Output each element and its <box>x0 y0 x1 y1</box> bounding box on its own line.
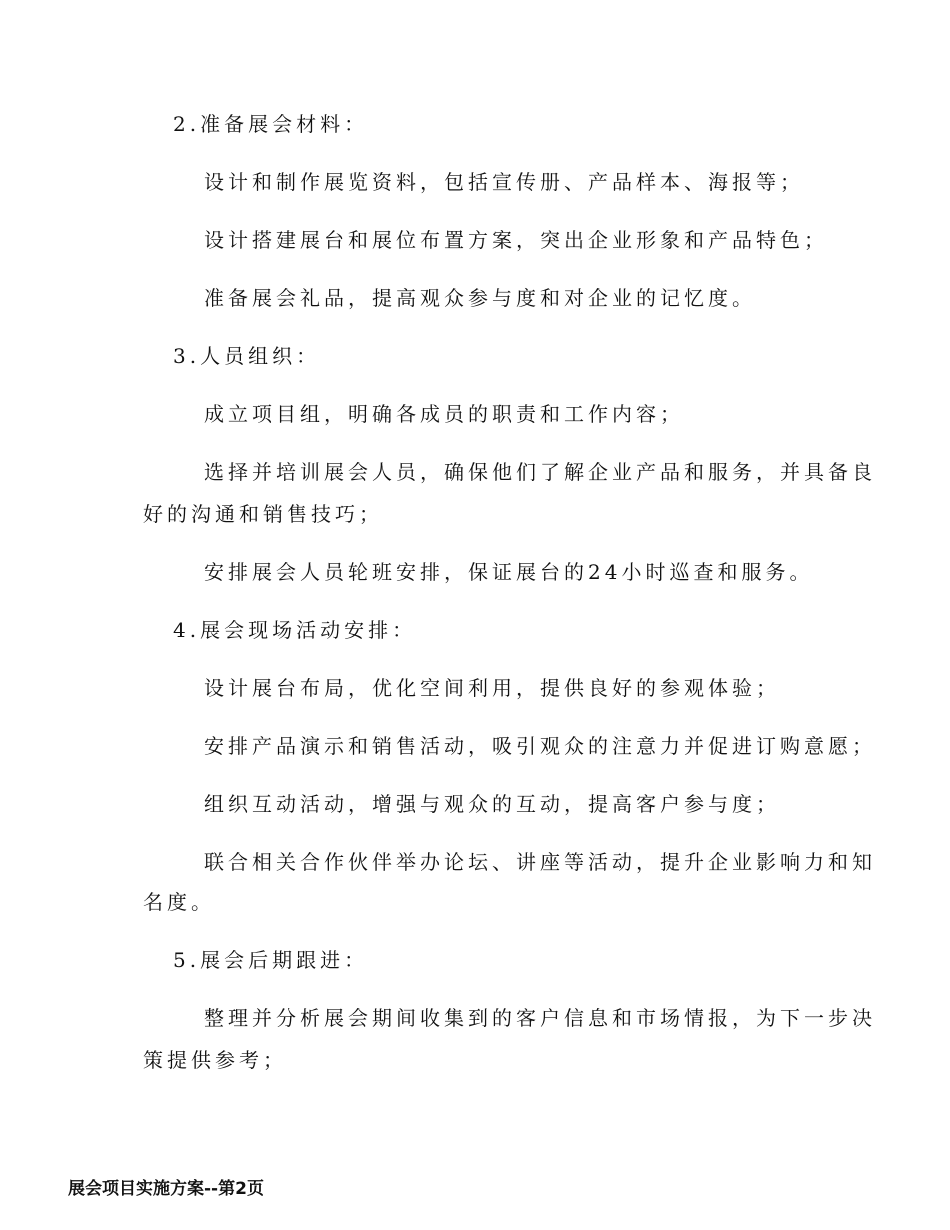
section-heading: 4.展会现场活动安排： <box>173 618 417 642</box>
paragraph: 成立项目组，明确各成员的职责和工作内容； <box>204 402 684 426</box>
paragraph: 安排产品演示和销售活动，吸引观众的注意力并促进订购意愿； <box>204 734 876 758</box>
paragraph: 设计和制作展览资料，包括宣传册、产品样本、海报等； <box>204 170 804 194</box>
paragraph: 准备展会礼品，提高观众参与度和对企业的记忆度。 <box>204 286 756 310</box>
paragraph: 整理并分析展会期间收集到的客户信息和市场情报，为下一步决 <box>204 1006 876 1030</box>
section-heading: 5.展会后期跟进： <box>173 948 369 972</box>
paragraph-continuation: 名度。 <box>143 890 215 914</box>
paragraph: 组织互动活动，增强与观众的互动，提高客户参与度； <box>204 792 780 816</box>
paragraph-continuation: 策提供参考； <box>143 1048 287 1072</box>
paragraph: 选择并培训展会人员，确保他们了解企业产品和服务，并具备良 <box>204 460 876 484</box>
section-heading: 3.人员组织： <box>173 344 321 368</box>
paragraph: 设计展台布局，优化空间利用，提供良好的参观体验； <box>204 676 780 700</box>
paragraph: 安排展会人员轮班安排，保证展台的24小时巡查和服务。 <box>204 560 814 584</box>
paragraph-continuation: 好的沟通和销售技巧； <box>143 502 383 526</box>
paragraph: 联合相关合作伙伴举办论坛、讲座等活动，提升企业影响力和知 <box>204 850 876 874</box>
paragraph: 设计搭建展台和展位布置方案，突出企业形象和产品特色； <box>204 228 828 252</box>
page-footer: 展会项目实施方案--第2页 <box>68 1179 264 1199</box>
section-heading: 2.准备展会材料： <box>173 112 369 136</box>
